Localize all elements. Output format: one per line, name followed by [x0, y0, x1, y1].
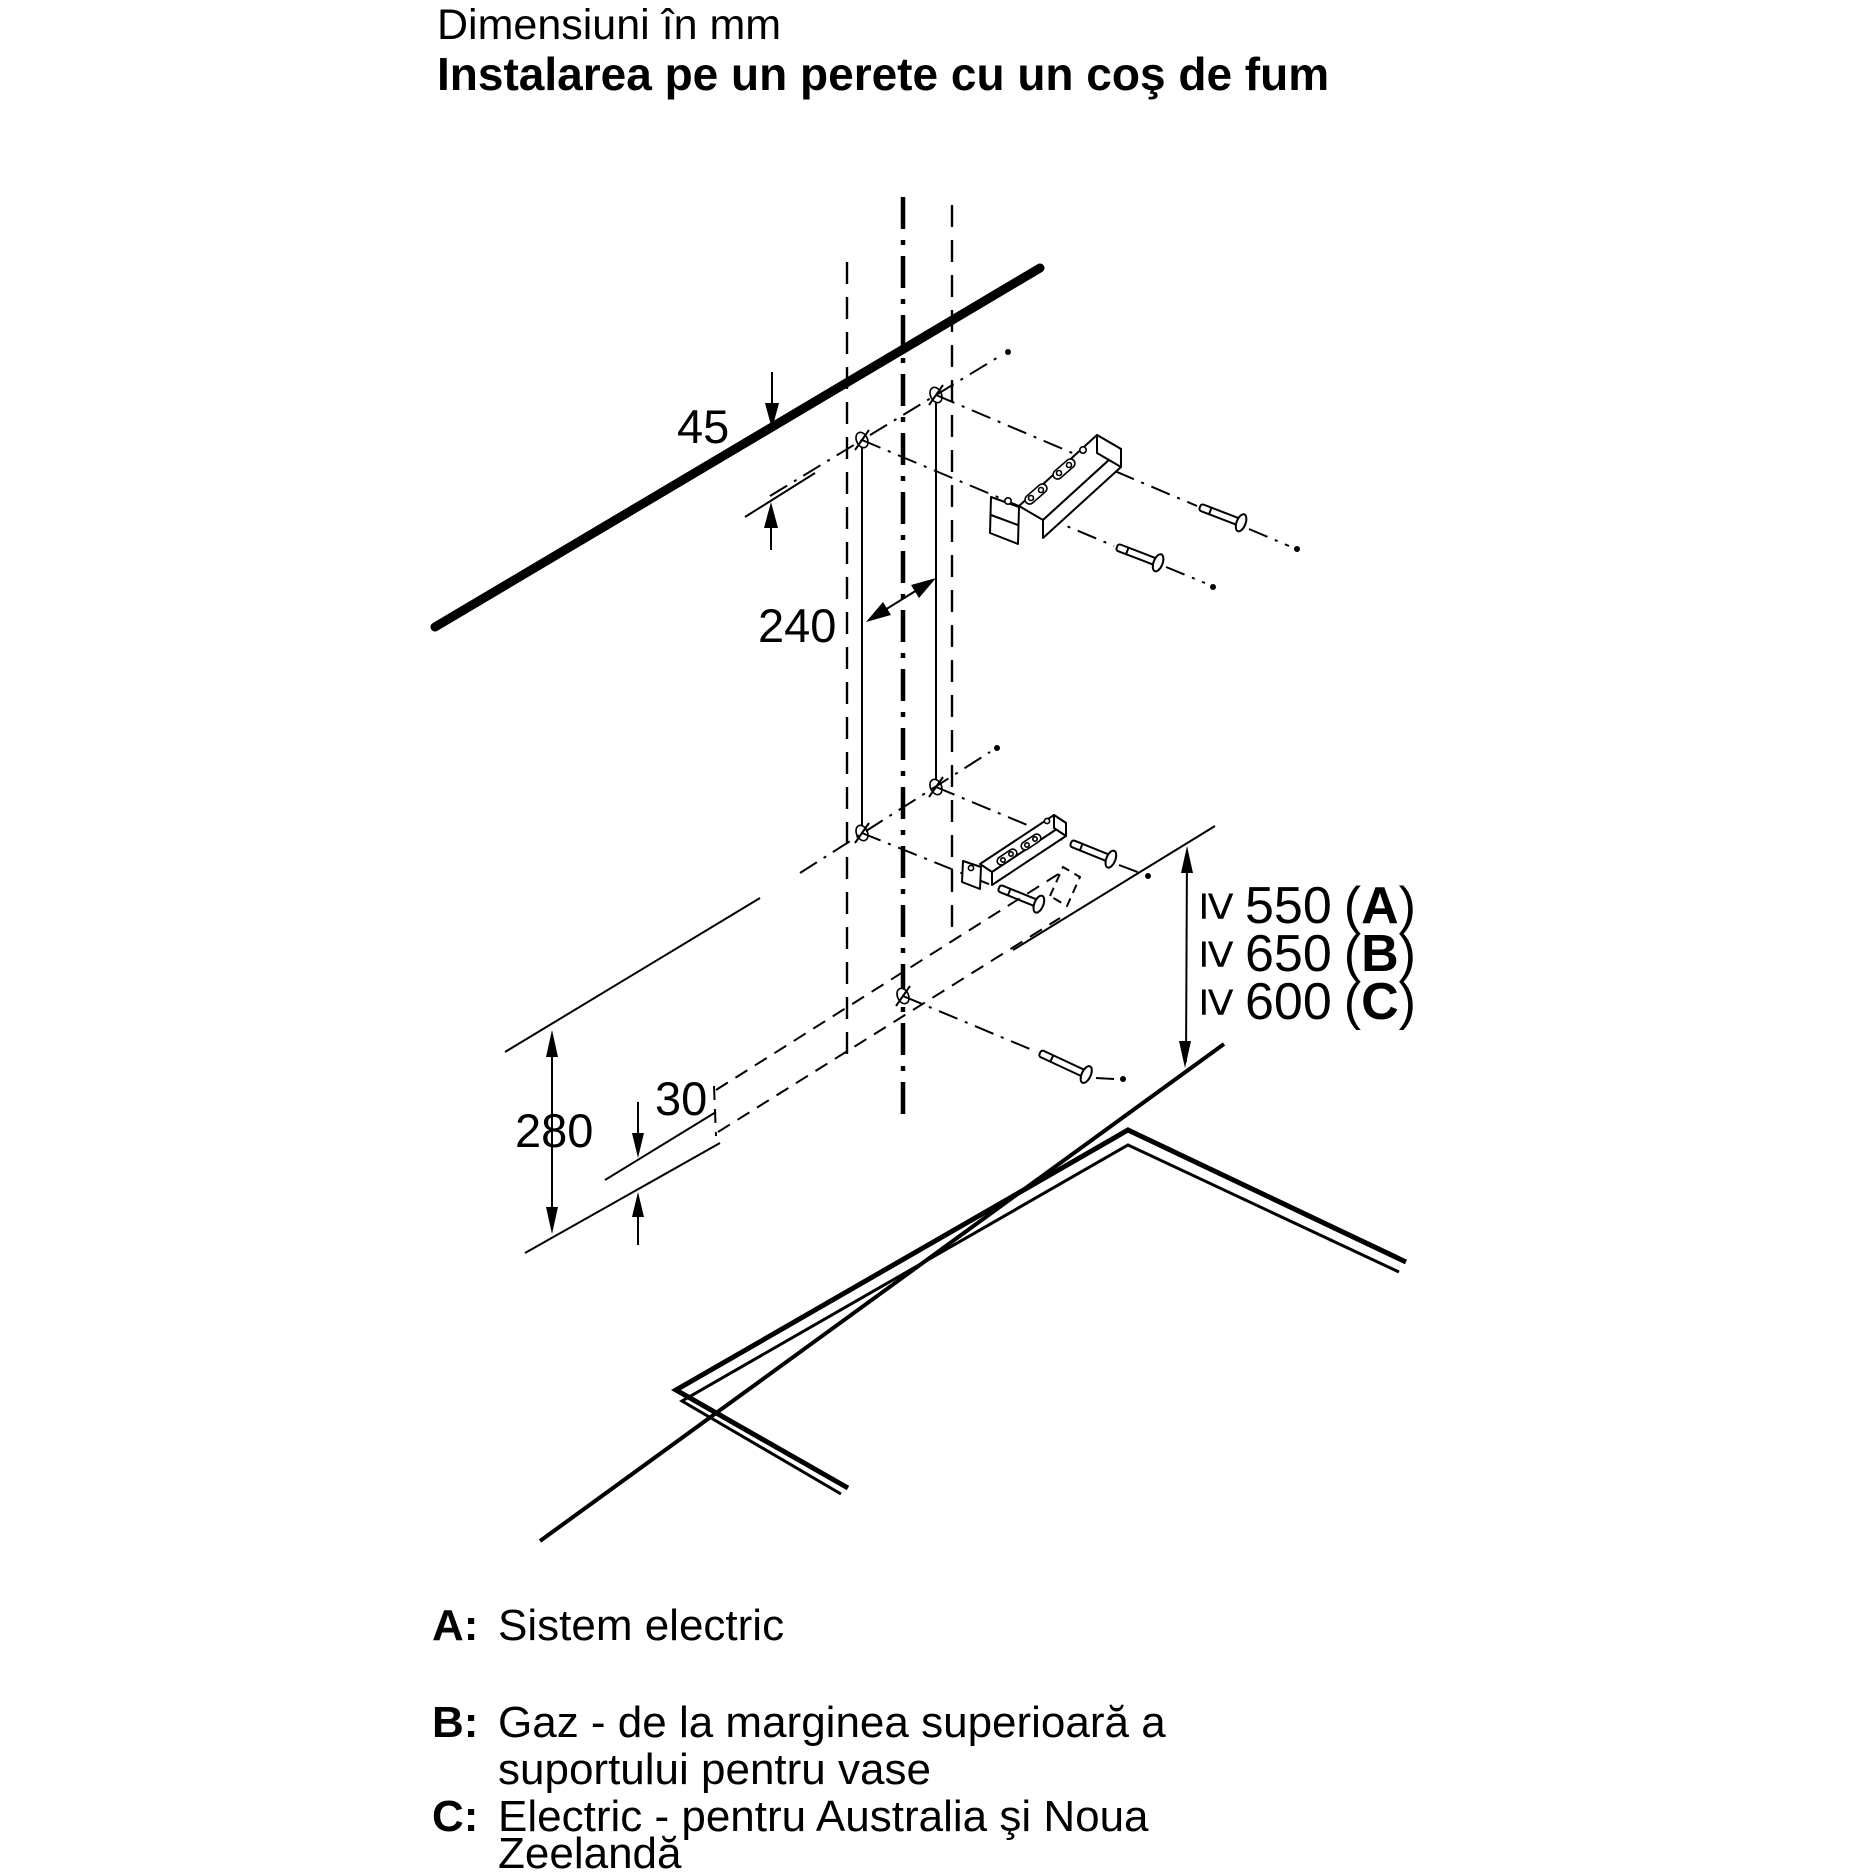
clearance-value: 550 — [1245, 877, 1332, 935]
dim-45-label: 45 — [677, 400, 730, 453]
paren-open: ( — [1343, 973, 1362, 1031]
dim-30-label: 30 — [655, 1072, 708, 1125]
legend-text-a: Sistem electric — [498, 1601, 785, 1650]
axis-end-dot — [1210, 584, 1216, 590]
bracket-slot-hole — [1039, 488, 1044, 493]
legend-text-c-line2: Zeelandă — [498, 1829, 682, 1872]
bracket-screw-hole — [968, 865, 973, 870]
paren-close: ) — [1398, 973, 1416, 1031]
bracket-slot-hole — [1001, 858, 1005, 862]
legend-text-b-line1: Gaz - de la marginea superioară a — [498, 1698, 1166, 1747]
bracket-slot-hole — [1057, 471, 1062, 476]
bracket-screw-hole — [1080, 447, 1086, 453]
bracket-slot-hole — [1025, 843, 1029, 847]
bracket-slot-hole — [1033, 837, 1037, 841]
legend-text-c-line1: Electric - pentru Australia şi Noua — [498, 1792, 1149, 1841]
clearance-value-line — [1245, 973, 1416, 1031]
paren-open: ( — [1343, 925, 1362, 983]
axis-end-dot — [1294, 546, 1300, 552]
page-title: Dimensiuni în mm — [437, 1, 782, 49]
axis-end-dot — [1005, 349, 1011, 355]
paren-close: ) — [1398, 925, 1416, 983]
bracket-screw-hole — [1005, 498, 1011, 504]
dim-240-label: 240 — [758, 599, 837, 652]
dim-280-label: 280 — [515, 1104, 594, 1157]
gte-symbol-rotated: ≥ — [1190, 939, 1248, 969]
axis-end-dot — [1120, 1076, 1126, 1082]
legend-key-c: C: — [432, 1792, 479, 1841]
clearance-value: 650 — [1245, 925, 1332, 983]
clearance-letter: C — [1361, 973, 1399, 1031]
bracket-slot-hole — [1009, 852, 1013, 856]
clearance-letter: B — [1361, 925, 1399, 983]
gte-symbol-rotated: ≥ — [1190, 891, 1248, 921]
clearance-value: 600 — [1245, 973, 1332, 1031]
bracket-slot-hole — [1029, 496, 1034, 501]
clearance-dim-shaft — [1186, 852, 1187, 1062]
paren-close: ) — [1398, 877, 1416, 935]
axis-end-dot — [994, 745, 1000, 751]
axis-end-dot — [1145, 873, 1151, 879]
paren-open: ( — [1343, 877, 1362, 935]
clearance-letter: A — [1361, 877, 1399, 935]
legend-key-a: A: — [432, 1601, 479, 1650]
bracket-screw-hole — [1044, 818, 1049, 823]
page-subtitle: Instalarea pe un perete cu un coş de fum — [437, 48, 1330, 100]
gte-symbol-rotated: ≥ — [1190, 987, 1248, 1017]
legend-text-b-line2: suportului pentru vase — [498, 1745, 931, 1794]
legend-key-b: B: — [432, 1698, 479, 1747]
bracket-slot-hole — [1067, 463, 1072, 468]
bottom-screw-axis-tail — [1096, 1078, 1114, 1079]
